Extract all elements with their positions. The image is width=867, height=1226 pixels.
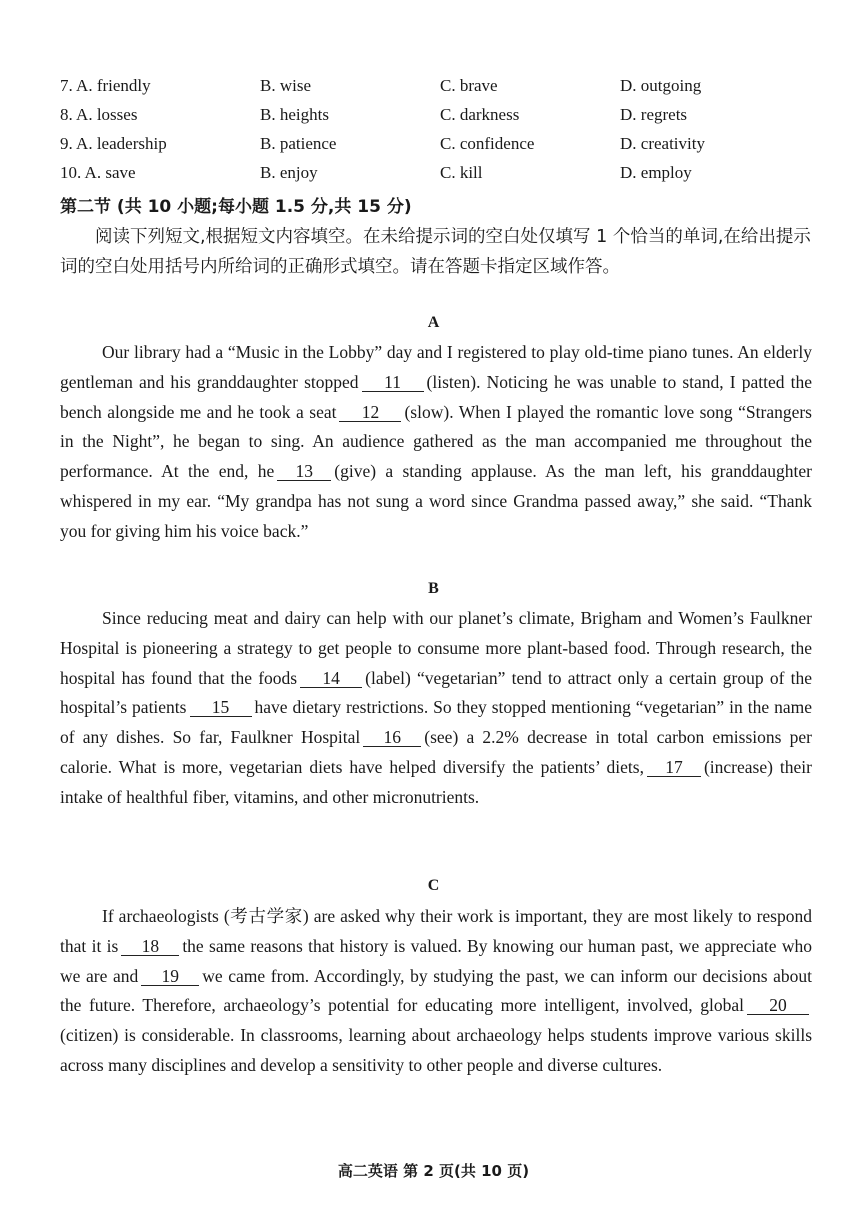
- section-instruction: 阅读下列短文,根据短文内容填空。在未给提示词的空白处仅填写 1 个恰当的单词,在给出提示词的空白处用括号内所给词的正确形式填空。请在答题卡指定区域作答。: [60, 227, 811, 277]
- blank-20[interactable]: 20: [747, 996, 809, 1015]
- option-c: C. kill: [440, 163, 483, 182]
- passage-text: (increase) their intake of healthful fiber, vitamins, and other micronutrients.: [60, 756, 812, 807]
- option-b: B. patience: [260, 134, 337, 153]
- passage-a-title: A: [427, 314, 440, 331]
- option-b: B. wise: [260, 76, 311, 95]
- blank-11[interactable]: 11: [362, 373, 424, 392]
- passage-b: [60, 604, 812, 813]
- option-c: C. darkness: [440, 105, 520, 124]
- passage-c-title: C: [427, 877, 440, 894]
- options-row-10: [60, 163, 840, 191]
- passage-c: [60, 902, 812, 1081]
- option-a: 8. A. losses: [60, 105, 138, 124]
- option-d: D. outgoing: [620, 76, 702, 95]
- passage-a: [60, 338, 812, 547]
- option-a: 10. A. save: [60, 163, 136, 182]
- section-title: 第二节 (共 10 小题;每小题 1.5 分,共 15 分): [60, 197, 412, 217]
- passage-text: (give) a standing applause. As the man left, his granddaughter whispered in my ear. “My grandpa has not sung a word since Grandma passed away,” she said. “Thank you for giving him his voice back.”: [60, 461, 812, 541]
- option-c: C. brave: [440, 76, 498, 95]
- blank-15[interactable]: 15: [190, 698, 252, 717]
- passage-text: Since reducing meat and dairy can help with our planet’s climate, Brigham and Women’s Faulkner Hospital is pioneering a strategy to get people to consume more plant-based food. Through research, the hospital has found that the foods: [60, 608, 812, 688]
- blank-19[interactable]: 19: [141, 967, 199, 986]
- page-footer: 高二英语 第 2 页(共 10 页): [337, 1162, 530, 1180]
- option-d: D. creativity: [620, 134, 705, 153]
- options-row-7: [60, 76, 840, 104]
- passage-text: (see) a 2.2% decrease in total carbon emissions per calorie. What is more, vegetarian diets have helped diversify the patients’ diets,: [60, 727, 813, 777]
- option-a: 7. A. friendly: [60, 76, 151, 95]
- option-a: 9. A. leadership: [60, 134, 167, 153]
- blank-18[interactable]: 18: [121, 937, 179, 956]
- blank-14[interactable]: 14: [300, 669, 362, 688]
- passage-text: If archaeologists (考古学家) are asked why their work is important, they are most likely to respond that it is: [60, 906, 812, 956]
- passage-text: (citizen) is considerable. In classrooms, learning about archaeology helps students improve various skills across many disciplines and develop a sensitivity to other people and diverse cultures.: [60, 1025, 812, 1075]
- passage-text: the same reasons that history is valued. By knowing our human past, we appreciate who we are and: [60, 935, 812, 986]
- passage-text: Our library had a “Music in the Lobby” day and I registered to play old-time piano tunes. An elderly gentleman and his granddaughter stopped: [60, 342, 812, 392]
- option-d: D. employ: [620, 163, 692, 182]
- option-d: D. regrets: [620, 105, 688, 124]
- option-b: B. heights: [260, 105, 329, 124]
- passage-text: (label) “vegetarian” tend to attract only a certain group of the hospital’s patients: [60, 667, 813, 718]
- options-row-8: [60, 105, 840, 133]
- passage-b-title: B: [428, 580, 439, 597]
- blank-13[interactable]: 13: [277, 462, 331, 481]
- options-row-9: [60, 134, 840, 162]
- blank-12[interactable]: 12: [339, 403, 401, 422]
- passage-text: (listen). Noticing he was unable to stand, I patted the bench alongside me and he took a seat: [60, 371, 812, 422]
- option-b: B. enjoy: [260, 163, 318, 182]
- blank-17[interactable]: 17: [647, 758, 701, 777]
- option-c: C. confidence: [440, 134, 535, 153]
- passage-text: have dietary restrictions. So they stopped mentioning “vegetarian” in the name of any dishes. So far, Faulkner Hospital: [60, 697, 812, 748]
- passage-text: we came from. Accordingly, by studying the past, we can inform our decisions about the future. Therefore, archaeology’s potential for educating more intelligent, involved, global: [60, 965, 812, 1016]
- blank-16[interactable]: 16: [363, 728, 421, 747]
- passage-text: (slow). When I played the romantic love song “Strangers in the Night”, he began to sing. An audience gathered as the man accompanied me throughout the performance. At the end, he: [60, 401, 812, 482]
